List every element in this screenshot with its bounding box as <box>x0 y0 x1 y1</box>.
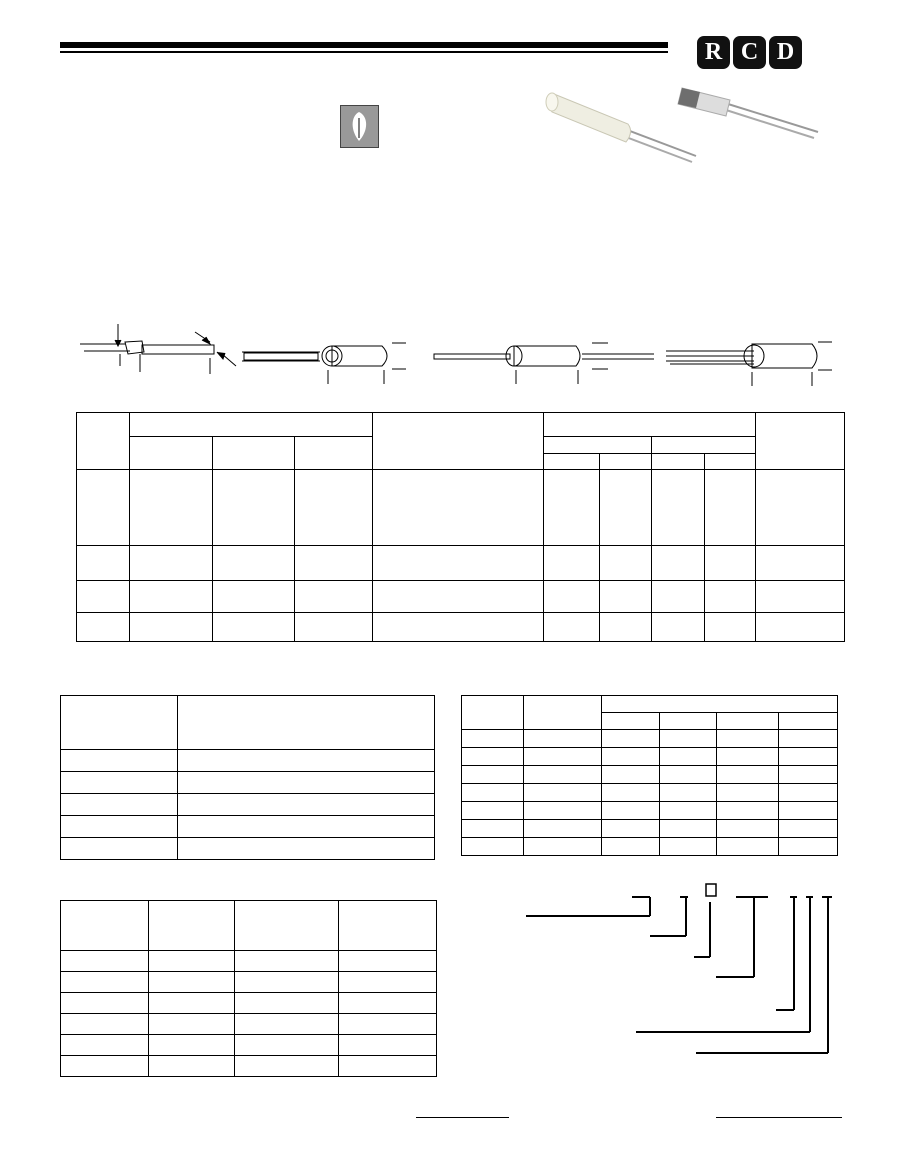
table-row <box>61 772 435 794</box>
table-row <box>462 784 838 802</box>
spec-header-group-b <box>544 413 756 437</box>
spec-subheader-b2-right <box>705 454 756 470</box>
footer-rule-left <box>416 1117 509 1118</box>
table-row <box>462 748 838 766</box>
table-row <box>61 972 437 993</box>
table-row <box>77 546 845 581</box>
table-row <box>462 802 838 820</box>
spec-subheader-b1-left <box>544 454 600 470</box>
table-c <box>60 900 437 1077</box>
spec-subheader-a3 <box>294 437 372 470</box>
specifications-table <box>76 412 845 642</box>
table-row <box>77 613 845 642</box>
spec-subheader-b2 <box>652 437 756 454</box>
spec-subheader-b1 <box>544 437 652 454</box>
spec-header-last <box>756 413 845 470</box>
leaf-icon <box>340 105 379 148</box>
table-a <box>60 695 435 860</box>
logo-letter-r: R <box>697 36 730 69</box>
ordering-diagram <box>520 880 840 1060</box>
table-c-header <box>61 901 437 951</box>
table-row <box>77 581 845 613</box>
table-row <box>61 750 435 772</box>
header-rule-thin <box>60 51 668 53</box>
table-row <box>77 470 845 546</box>
table-a-header <box>61 696 435 750</box>
table-row <box>61 794 435 816</box>
flat-resistor-photo <box>676 80 821 142</box>
spec-subheader-b1-right <box>600 454 652 470</box>
spec-header-type <box>77 413 130 470</box>
logo-letter-d: D <box>769 36 802 69</box>
footer-rule-right <box>716 1117 842 1118</box>
table-b <box>461 695 838 856</box>
table-row <box>462 838 838 856</box>
spec-header-range <box>372 413 544 470</box>
table-row <box>61 838 435 860</box>
table-row <box>462 730 838 748</box>
table-row <box>61 993 437 1014</box>
table-b-header <box>462 696 838 713</box>
logo-letter-c: C <box>733 36 766 69</box>
table-row <box>61 1056 437 1077</box>
table-row <box>61 1014 437 1035</box>
table-row <box>61 816 435 838</box>
spec-subheader-b2-left <box>652 454 705 470</box>
table-row <box>462 820 838 838</box>
table-row <box>61 1035 437 1056</box>
table-row <box>61 951 437 972</box>
spec-header-group-a <box>129 413 372 437</box>
spec-subheader-a2 <box>212 437 294 470</box>
brand-logo <box>697 36 802 69</box>
table-row <box>462 766 838 784</box>
header-rule-thick <box>60 42 668 48</box>
spec-subheader-a1 <box>129 437 212 470</box>
dimension-drawings <box>70 318 860 390</box>
